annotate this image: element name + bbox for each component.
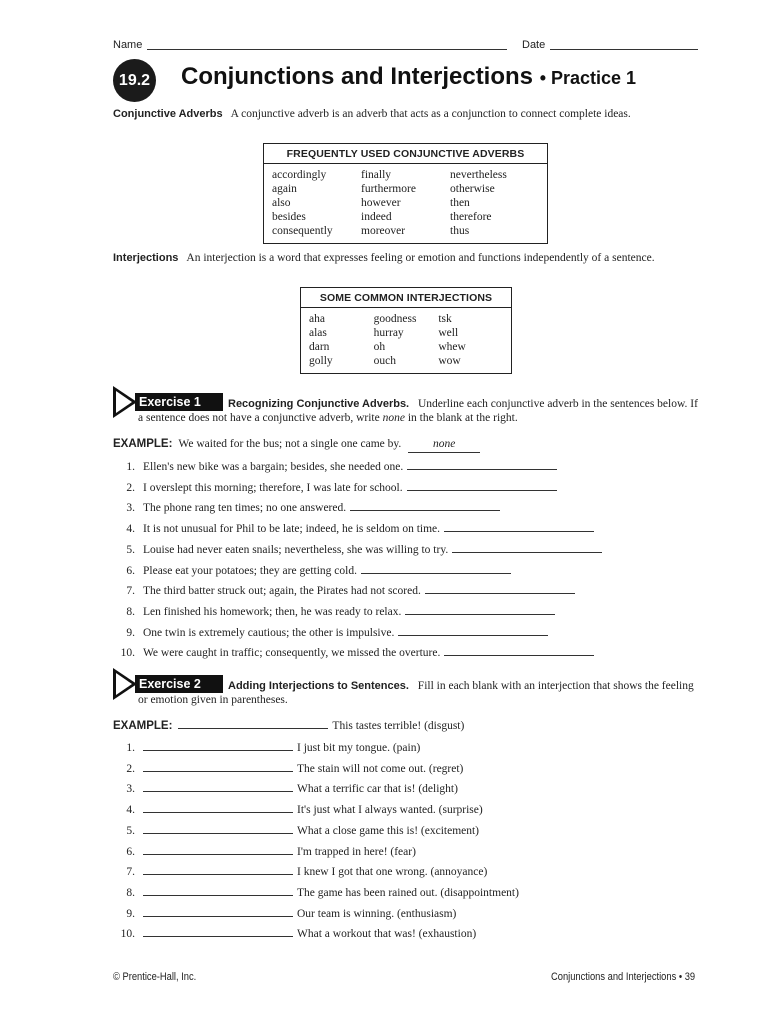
answer-blank[interactable] [143,822,293,834]
conjunctive-paragraph [113,107,703,121]
example-label: EXAMPLE: [113,438,173,450]
footer-copyright: © Prentice-Hall, Inc. [113,971,197,983]
exercise-2-label: Exercise 2 [135,675,223,693]
exercise-1-instr-a: Underline each conjunctive adverb in the sentences below. If a sentence does not have a conjunctive adverb, write [138,398,698,424]
item-sentence: We were caught in traffic; consequently, we missed the overture. [143,647,441,660]
interjection-word: wow [438,355,461,367]
interjection-word: hurray [373,327,404,339]
exercise-1-item [113,479,557,495]
exercise-1-item [113,520,594,536]
exercise-1-instructions [138,397,703,425]
conjunctive-lead: Conjunctive Adverbs [113,108,223,120]
example-label: EXAMPLE: [113,720,173,732]
item-number: 9. [126,626,135,639]
item-sentence: I just bit my tongue. (pain) [297,742,421,754]
exercise-2-item [113,884,519,900]
item-sentence: The stain will not come out. (regret) [297,762,464,775]
interjection-word: oh [373,341,386,353]
exercise-1-item [113,541,602,557]
exercise-2-instructions [138,679,703,707]
answer-blank[interactable] [398,624,548,636]
conjunctive-adverb-word: thus [450,225,470,237]
conjunctive-box-columns [264,164,547,240]
interjection-column [309,312,374,368]
item-number: 2. [126,762,135,775]
item-number: 5. [126,543,135,556]
answer-blank[interactable] [143,863,293,875]
answer-blank[interactable] [143,884,293,896]
item-number: 4. [126,804,135,817]
conjunctive-adverb-word: again [272,183,297,195]
date-field[interactable] [550,49,698,50]
exercise-2-title: Adding Interjections to Sentences. [228,680,409,692]
item-number: 3. [126,783,135,796]
conjunctive-adverb-word: moreover [361,225,406,237]
conjunctive-adverb-word: otherwise [450,183,495,195]
conjunctive-adverb-word: furthermore [361,183,416,195]
example-answer: none [408,436,480,453]
example-text: This tastes terrible! (disgust) [332,720,465,732]
item-number: 7. [126,585,135,598]
exercise-1-item [113,582,575,598]
answer-blank[interactable] [407,479,557,491]
exercise-2-item [113,863,487,879]
exercise-1-item [113,603,555,619]
item-sentence: Please eat your potatoes; they are getting cold. [143,564,357,577]
item-sentence: Louise had never eaten snails; nevertheless, she was willing to try. [143,543,449,556]
interjection-word: whew [438,341,466,353]
interjections-lead: Interjections [113,252,179,264]
item-number: 9. [126,907,135,920]
interjections-text: An interjection is a word that expresses feeling or emotion and functions independently of a sentence. [186,252,655,264]
interjection-word: darn [309,341,330,353]
interjection-word: goodness [373,313,417,325]
exercise-2-item [113,822,479,838]
banner-arrow-inner [116,391,132,413]
exercise-1-item [113,624,548,640]
interjection-word: well [438,327,459,339]
item-number: 10. [120,647,135,660]
conjunctive-adverb-word: nevertheless [450,169,507,181]
item-sentence: I knew I got that one wrong. (annoyance) [297,866,488,879]
conjunctive-adverb-column [361,168,450,238]
date-label: Date [522,39,546,51]
answer-blank[interactable] [405,603,555,615]
exercise-2-item [113,925,476,941]
exercise-1-example [113,436,480,452]
item-number: 8. [126,605,135,618]
exercise-1-instr-em: none [382,412,405,424]
conjunctive-adverb-word: accordingly [272,169,327,181]
answer-blank[interactable] [143,739,293,751]
interjections-paragraph [113,251,703,265]
item-sentence: The third batter struck out; again, the Pirates had not scored. [143,585,421,598]
conjunctive-adverb-word: indeed [361,211,392,223]
exercise-1-label: Exercise 1 [135,393,223,411]
interjections-box-title: SOME COMMON INTERJECTIONS [301,288,511,308]
exercise-1-item [113,499,500,515]
item-number: 1. [126,461,135,473]
conjunctive-adverb-column [450,168,539,238]
interjection-column [438,312,503,368]
answer-blank[interactable] [361,562,511,574]
item-number: 6. [126,845,135,858]
item-sentence: I overslept this morning; therefore, I was late for school. [143,481,403,494]
answer-blank[interactable] [407,458,557,470]
section-badge: 19.2 [113,59,156,102]
answer-blank[interactable] [444,644,594,656]
item-sentence: What a close game this is! (excitement) [297,824,480,837]
conjunctive-adverb-word: also [272,197,291,209]
answer-blank[interactable] [143,905,293,917]
exercise-2-item [113,801,483,817]
answer-blank[interactable] [143,780,293,792]
item-sentence: Len finished his homework; then, he was ready to relax. [143,605,402,618]
item-sentence: It's just what I always wanted. (surprise) [297,804,483,817]
answer-blank[interactable] [143,801,293,813]
item-sentence: It is not unusual for Phil to be late; indeed, he is seldom on time. [143,523,441,536]
exercise-1-instr-b: in the blank at the right. [407,412,518,424]
answer-blank[interactable] [143,760,293,772]
page-title [181,63,636,91]
item-number: 10. [120,928,135,941]
footer-page-info: Conjunctions and Interjections • 39 [551,971,696,983]
exercise-2-example [113,717,464,733]
example-blank [178,717,328,729]
answer-blank[interactable] [350,499,500,511]
interjection-word: aha [309,313,325,325]
conjunctive-adverb-word: therefore [450,211,492,223]
interjection-word: tsk [438,313,452,325]
title-subtitle: • Practice 1 [539,68,637,88]
item-number: 3. [126,502,135,515]
answer-blank[interactable] [425,582,575,594]
interjection-word: golly [309,355,333,367]
exercise-1-item [113,458,557,474]
item-number: 8. [126,886,135,899]
conjunctive-adverb-word: consequently [272,225,333,237]
answer-blank[interactable] [143,843,293,855]
item-number: 5. [126,824,135,837]
item-sentence: Our team is winning. (enthusiasm) [297,907,457,920]
answer-blank[interactable] [452,541,602,553]
interjections-box-columns [301,308,511,370]
interjection-column [374,312,439,368]
item-sentence: The phone rang ten times; no one answered. [143,502,347,515]
conjunctive-text: A conjunctive adverb is an adverb that acts as a conjunction to connect complete ideas. [230,108,631,120]
item-number: 6. [126,564,135,577]
exercise-1-item [113,562,511,578]
item-sentence: Ellen's new bike was a bargain; besides, she needed one. [143,461,404,473]
exercise-1-item [113,644,594,660]
name-field[interactable] [147,49,507,50]
exercise-2-instr: Fill in each blank with an interjection that shows the feeling or emotion given in parentheses. [138,680,694,706]
answer-blank[interactable] [143,925,293,937]
item-sentence: One twin is extremely cautious; the other is impulsive. [143,626,395,639]
exercise-2-item [113,843,416,859]
conjunctive-adverb-word: then [450,197,470,209]
exercise-2-item [113,760,463,776]
item-number: 4. [126,523,135,536]
exercise-2-item [113,739,420,755]
item-number: 1. [126,742,135,754]
conjunctive-adverb-word: besides [272,211,306,223]
conjunctive-adverb-column [272,168,361,238]
example-text: We waited for the bus; not a single one came by. [178,438,402,450]
title-text: Conjunctions and Interjections [181,63,534,90]
exercise-2-item [113,905,456,921]
banner-arrow-inner [116,673,132,695]
item-sentence: What a workout that was! (exhaustion) [297,928,477,941]
conjunctive-box-title: FREQUENTLY USED CONJUNCTIVE ADVERBS [264,144,547,164]
exercise-2-item [113,780,458,796]
name-label: Name [113,39,143,51]
item-sentence: What a terrific car that is! (delight) [297,783,458,796]
interjection-word: ouch [373,355,397,367]
item-sentence: The game has been rained out. (disappointment) [297,886,519,899]
item-number: 7. [126,866,135,879]
exercise-1-title: Recognizing Conjunctive Adverbs. [228,398,410,410]
answer-blank[interactable] [444,520,594,532]
conjunctive-adverb-word: finally [361,169,392,181]
conjunctive-adverbs-box [263,143,548,244]
conjunctive-adverb-word: however [361,197,401,209]
item-number: 2. [126,481,135,494]
interjections-box [300,287,512,374]
interjection-word: alas [309,327,327,339]
item-sentence: I'm trapped in here! (fear) [297,845,416,858]
